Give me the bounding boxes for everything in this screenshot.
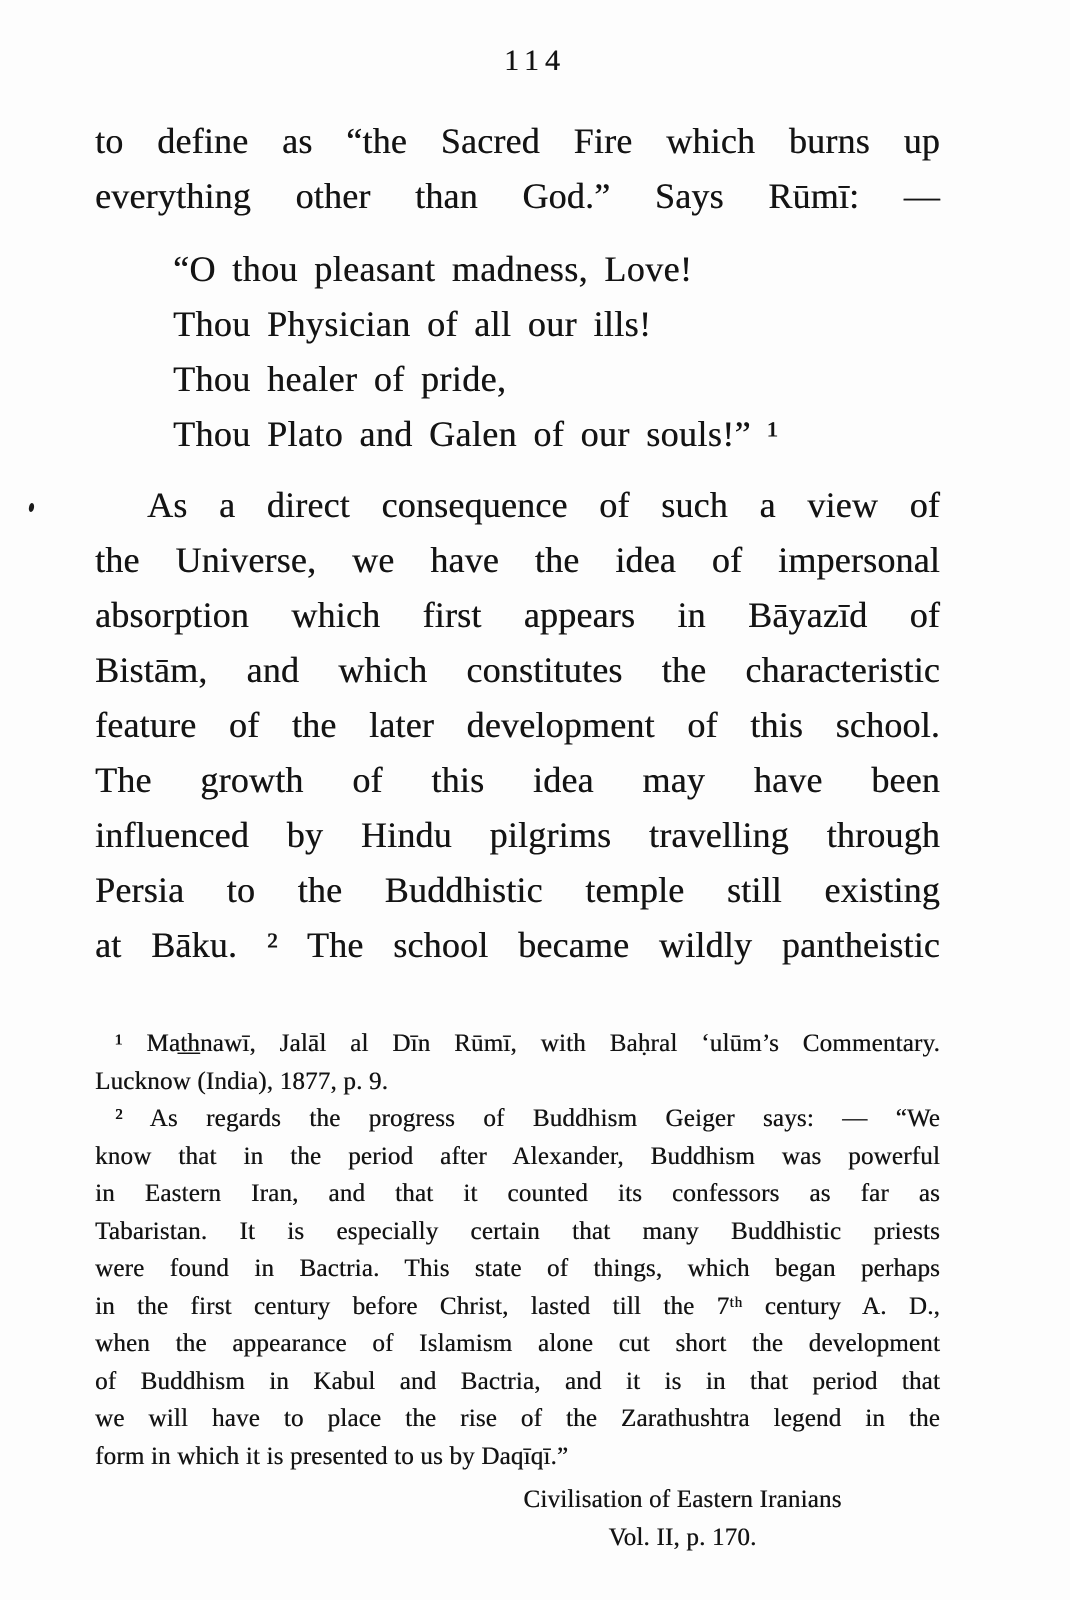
attribution-line: Vol. II, p. 170. <box>608 1523 757 1551</box>
footnote-line: form in which it is presented to us by Daqīqī.” <box>95 1442 569 1470</box>
page-number: 114 <box>504 44 566 77</box>
footnote-line: ² As regards the progress of Buddhism Geiger says: — “We <box>115 1105 940 1132</box>
footnote-line: in Eastern Iran, and that it counted its confessors as far as <box>95 1180 940 1207</box>
body-line: Persia to the Buddhistic temple still existing <box>95 870 940 910</box>
poem-line: “O thou pleasant madness, Love! <box>173 249 693 289</box>
poem-block <box>173 242 940 462</box>
footnote-line: Lucknow (India), 1877, p. 9. <box>95 1067 389 1095</box>
poem-line: Thou healer of pride, <box>173 359 507 399</box>
footnote-line: know that in the period after Alexander, Buddhism was powerful <box>95 1142 940 1170</box>
body-line: Bistām, and which constitutes the characteristic <box>95 650 940 690</box>
footnote-line: were found in Bactria. This state of things, which began perhaps <box>95 1255 940 1282</box>
citation-attribution <box>425 1481 940 1556</box>
body-line: feature of the later development of this school. <box>95 705 940 745</box>
ink-dot-artifact <box>28 503 35 513</box>
footnote-line: in the first century before Christ, lasted till the 7ᵗʰ century A. D., <box>95 1292 940 1320</box>
footnote-line: ¹ Mat̲h̲nawī, Jalāl al Dīn Rūmī, with Baḥral ʻulūm’s Commentary. <box>115 1030 940 1057</box>
poem-line: Thou Physician of all our ills! <box>173 304 652 344</box>
body-line: absorption which first appears in Bāyazīd of <box>95 595 940 635</box>
footnotes-section <box>95 1025 940 1556</box>
footnote-line: of Buddhism in Kabul and Bactria, and it is in that period that <box>95 1367 940 1395</box>
footnote-line: we will have to place the rise of the Zarathushtra legend in the <box>95 1405 940 1432</box>
body-line: everything other than God.” Says Rūmī: — <box>95 176 940 216</box>
paragraph-continuation <box>95 114 940 224</box>
footnote-line: Tabaristan. It is especially certain that many Buddhistic priests <box>95 1217 940 1245</box>
body-line: at Bāku. ² The school became wildly pantheistic <box>95 925 940 965</box>
attribution-line: Civilisation of Eastern Iranians <box>523 1486 842 1513</box>
footnote-2 <box>95 1100 940 1475</box>
footnote-1 <box>95 1025 940 1100</box>
body-line: influenced by Hindu pilgrims travelling through <box>95 815 940 855</box>
body-line: The growth of this idea may have been <box>95 760 940 800</box>
main-paragraph <box>95 478 940 973</box>
body-line: to define as “the Sacred Fire which burns up <box>95 121 940 161</box>
body-line: the Universe, we have the idea of impersonal <box>95 540 940 580</box>
body-line: As a direct consequence of such a view of <box>147 485 940 525</box>
footnote-line: when the appearance of Islamism alone cut short the development <box>95 1330 940 1357</box>
poem-line: Thou Plato and Galen of our souls!” ¹ <box>173 414 779 454</box>
